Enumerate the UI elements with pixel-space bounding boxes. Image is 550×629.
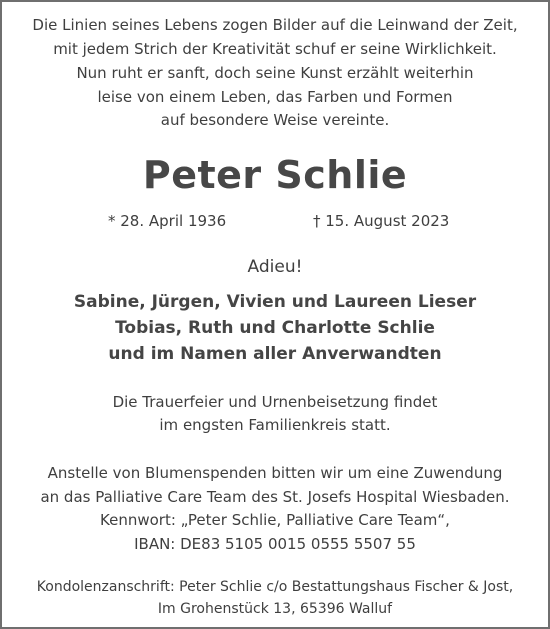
donation-iban: IBAN: DE83 5105 0015 0555 5507 55 [134,535,416,553]
life-dates [2,209,548,233]
donation-line: an das Palliative Care Team des St. Josefs Hospital Wiesbaden. [40,488,510,506]
birth-date: * 28. April 1936 [108,212,227,230]
address-line: Im Grohenstück 13, 65396 Walluf [157,601,393,617]
donation-line: Anstelle von Blumenspenden bitten wir um eine Zuwendung [47,464,503,482]
farewell-text: Adieu! [247,257,303,277]
poem-line: leise von einem Leben, das Farben und Formen [97,88,453,106]
mourners-line: Tobias, Ruth und Charlotte Schlie [115,318,435,338]
mourners-line: Sabine, Jürgen, Vivien und Laureen Lieser [73,292,477,312]
address-line: Kondolenzanschrift: Peter Schlie c/o Bestattungshaus Fischer & Jost, [36,579,514,595]
poem-line: Die Linien seines Lebens zogen Bilder auf die Leinwand der Zeit, [32,16,518,34]
ceremony-line: Die Trauerfeier und Urnenbeisetzung findet [112,393,438,411]
poem-line: auf besondere Weise vereinte. [160,111,390,129]
mourners-line: und im Namen aller Anverwandten [108,344,442,364]
death-date: † 15. August 2023 [313,212,450,230]
deceased-name: Peter Schlie [142,153,408,197]
poem-line: mit jedem Strich der Kreativität schuf er seine Wirklichkeit. [53,40,497,58]
poem-line: Nun ruht er sanft, doch seine Kunst erzählt weiterhin [76,64,474,82]
donation-keyword: Kennwort: „Peter Schlie, Palliative Care Team“, [100,511,450,529]
ceremony-line: im engsten Familienkreis statt. [159,416,391,434]
